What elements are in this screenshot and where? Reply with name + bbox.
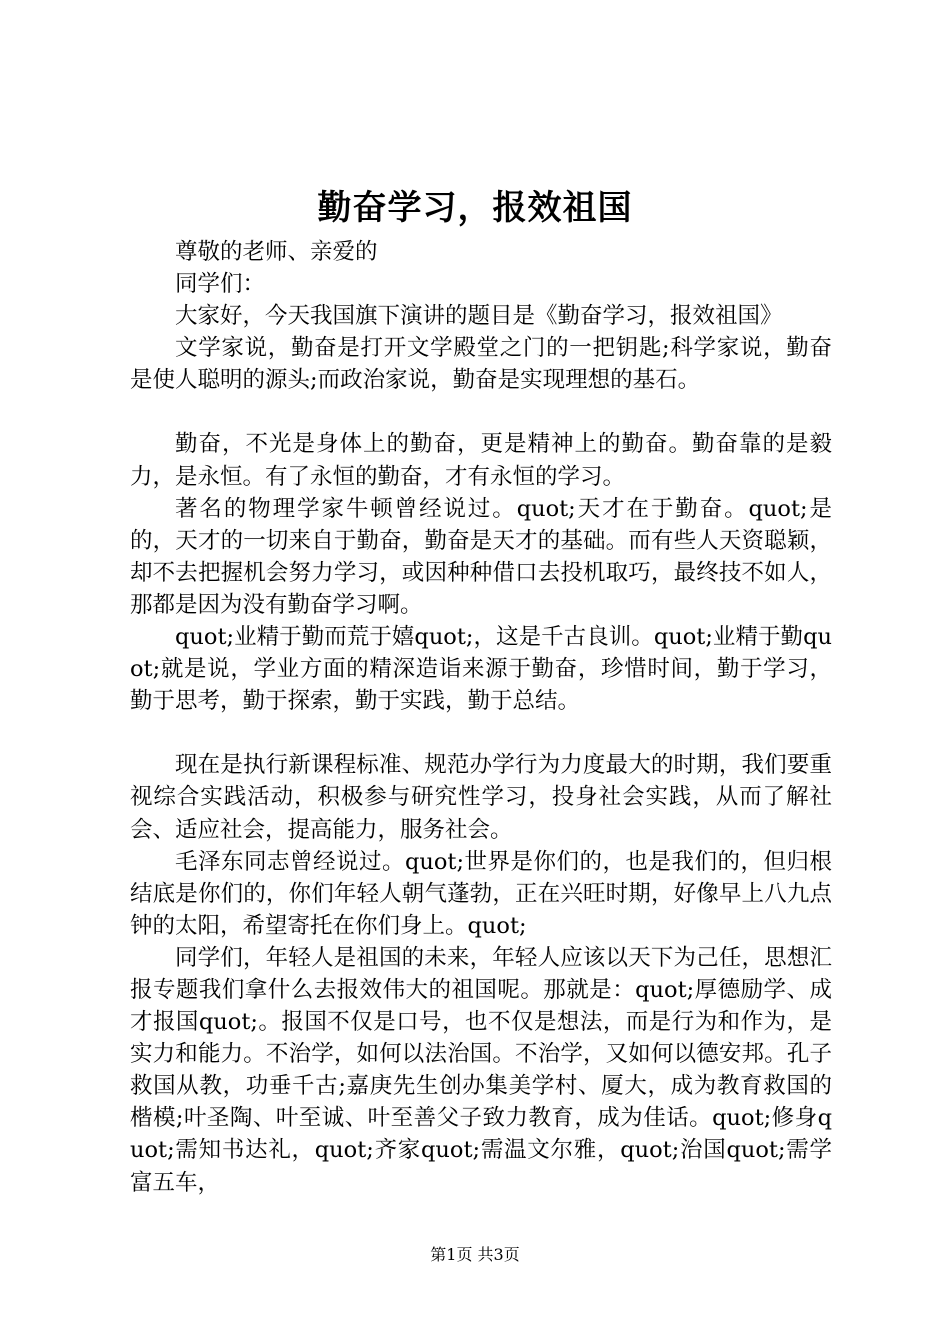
paragraph-diligence-quotes: 文学家说，勤奋是打开文学殿堂之门的一把钥匙;科学家说，勤奋是使人聪明的源头;而政治家说，勤奋是实现理想的基石。: [130, 335, 832, 394]
salutation-line-2: 同学们：: [175, 271, 266, 298]
paragraph-greeting: 大家好，今天我国旗下演讲的题目是《勤奋学习，报效祖国》: [175, 303, 783, 330]
paragraph-mao-quote: 毛泽东同志曾经说过。quot;世界是你们的，也是我们的，但归根结底是你们的，你们年轻人朝气蓬勃，正在兴旺时期，好像早上八九点钟的太阳，希望寄托在你们身上。quot;: [130, 848, 832, 939]
paragraph-newton: 著名的物理学家牛顿曾经说过。quot;天才在于勤奋。quot;是的，天才的一切来自于勤奋，勤奋是天才的基础。而有些人天资聪颖，却不去把握机会努力学习，或因种种借口去投机取巧，最终技不如人，那都是因为没有勤奋学习啊。: [130, 495, 832, 618]
paragraph-diligence-spirit: 勤奋，不光是身体上的勤奋，更是精神上的勤奋。勤奋靠的是毅力，是永恒。有了永恒的勤奋，才有永恒的学习。: [130, 431, 832, 490]
paragraph-proverb: quot;业精于勤而荒于嬉quot;，这是千古良训。quot;业精于勤quot;就是说，学业方面的精深造诣来源于勤奋，珍惜时间，勤于学习，勤于思考，勤于探索，勤于实践，勤于总结。: [130, 624, 832, 715]
page-number-footer: 第1页 共3页: [430, 1245, 520, 1264]
document-body: [130, 236, 832, 1199]
document-title: 勤奋学习，报效祖国: [317, 188, 633, 228]
paragraph-new-curriculum: 现在是执行新课程标准、规范办学行为力度最大的时期，我们要重视综合实践活动，积极参与研究性学习，投身社会实践，从而了解社会、适应社会，提高能力，服务社会。: [130, 752, 832, 843]
salutation-line-1: 尊敬的老师、亲爱的: [175, 239, 378, 265]
paragraph-serve-country: 同学们，年轻人是祖国的未来，年轻人应该以天下为己任，思想汇报专题我们拿什么去报效伟大的祖国呢。那就是：quot;厚德励学、成才报国quot;。报国不仅是口号，也不仅是想法，而是行为和作为，是实力和能力。不治学，如何以法治国。不治学，又如何以德安邦。孔子救国从教，功垂千古;嘉庚先生创办集美学村、厦大，成为教育救国的楷模;叶圣陶、叶至诚、叶至善父子致力教育，成为佳话。quot;修身quot;需知书达礼，quot;齐家quot;需温文尔雅，quot;治国quot;需学富五车，: [130, 944, 832, 1196]
